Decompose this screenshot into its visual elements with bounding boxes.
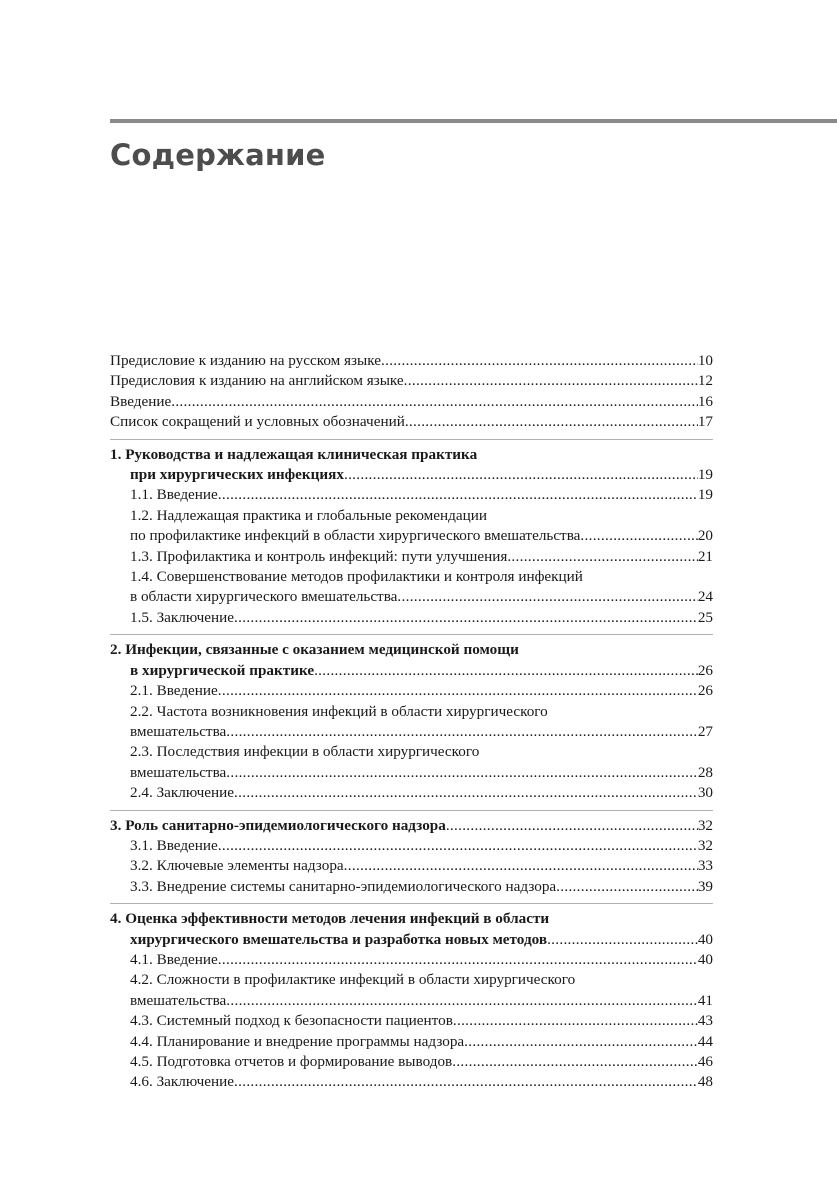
toc-entry-label: 4.6. Заключение: [130, 1073, 235, 1091]
toc-entry[interactable]: [110, 351, 713, 371]
section-divider: [110, 810, 713, 811]
toc-entry-label: в хирургической практике: [130, 661, 315, 679]
toc-entry-label: Введение: [110, 392, 172, 410]
dot-leader: [404, 371, 698, 391]
toc-page-number: 17: [697, 413, 713, 431]
dot-leader: [218, 485, 698, 505]
dot-leader: [314, 661, 698, 681]
toc-page-number: 21: [697, 547, 713, 565]
dot-leader: [381, 351, 698, 371]
toc-page-number: 40: [697, 930, 713, 948]
toc-subentry-continuation[interactable]: [110, 763, 713, 783]
chapter-title[interactable]: [110, 816, 713, 836]
chapter-title[interactable]: 1. Руководства и надлежащая клиническая практика: [110, 445, 478, 463]
toc-entry-label: по профилактике инфекций в области хирургического вмешательства: [130, 527, 581, 545]
toc-page-number: 10: [697, 352, 713, 369]
dot-leader: [452, 1052, 698, 1072]
dot-leader: [453, 1011, 698, 1031]
toc-entry-label: Список сокращений и условных обозначений: [110, 413, 405, 431]
chapter-title-continuation[interactable]: [110, 930, 713, 950]
toc-page-number: 25: [697, 608, 713, 626]
toc-entry-label: 2.1. Введение: [130, 682, 218, 700]
toc-entry-label: 3.2. Ключевые элементы надзора: [130, 857, 344, 875]
toc-entry[interactable]: [110, 412, 713, 432]
chapter-title[interactable]: 4. Оценка эффективности методов лечения инфекций в области: [110, 910, 550, 928]
dot-leader: [464, 1032, 698, 1052]
toc-entry-label: 4.1. Введение: [130, 950, 218, 968]
dot-leader: [226, 991, 698, 1011]
toc-entry-label: 3.1. Введение: [130, 836, 218, 854]
toc-page-number: 40: [697, 950, 713, 968]
toc-page-number: 32: [697, 816, 713, 834]
header-rule: [110, 119, 837, 123]
page-title: Содержание: [110, 138, 326, 172]
dot-leader: [397, 587, 697, 607]
section-divider: [110, 439, 713, 440]
toc-subentry[interactable]: 1.2. Надлежащая практика и глобальные рекомендации: [130, 506, 487, 524]
toc-entry-label: 3.3. Внедрение системы санитарно-эпидемиологического надзора: [130, 877, 557, 895]
toc-subentry[interactable]: 2.3. Последствия инфекции в области хирургического: [130, 743, 480, 761]
dot-leader: [218, 836, 698, 856]
section-divider: [110, 903, 713, 904]
toc-page-number: 26: [697, 661, 713, 679]
toc-subentry[interactable]: [110, 836, 713, 856]
toc-subentry-continuation[interactable]: [110, 991, 713, 1011]
chapter-title-continuation[interactable]: [110, 465, 713, 485]
toc-page-number: 28: [697, 763, 713, 781]
toc-subentry[interactable]: 1.4. Совершенствование методов профилактики и контроля инфекций: [130, 568, 583, 586]
chapter-title[interactable]: 2. Инфекции, связанные с оказанием медицинской помощи: [110, 641, 519, 659]
toc-entry[interactable]: [110, 392, 713, 412]
toc-entry-label: вмешательства: [130, 991, 227, 1009]
toc-page-number: 20: [697, 527, 713, 545]
toc-page-number: 48: [697, 1073, 713, 1091]
toc-page-number: 46: [697, 1053, 713, 1070]
toc-page-number: 19: [697, 466, 713, 484]
toc-page-number: 43: [697, 1012, 713, 1030]
toc-page-number: 30: [697, 784, 713, 802]
dot-leader: [226, 763, 698, 783]
toc-subentry[interactable]: [110, 950, 713, 970]
toc-page-number: 39: [697, 877, 713, 895]
toc-entry-label: 3. Роль санитарно-эпидемиологического надзора: [110, 816, 446, 834]
chapter-title-continuation[interactable]: [110, 661, 713, 681]
toc-entry-label: 1.1. Введение: [130, 486, 218, 504]
toc-entry-label: 1.5. Заключение: [130, 608, 235, 626]
toc-subentry[interactable]: [110, 877, 713, 897]
toc-entry-label: вмешательства: [130, 722, 227, 740]
toc-page-number: 27: [697, 722, 713, 740]
toc-page-number: 26: [697, 682, 713, 700]
dot-leader: [556, 877, 698, 897]
toc-page-number: 16: [697, 392, 713, 410]
dot-leader: [547, 930, 698, 950]
toc-entry-label: 2.4. Заключение: [130, 784, 235, 802]
toc-subentry[interactable]: [110, 1032, 713, 1052]
dot-leader: [218, 681, 698, 701]
toc-subentry[interactable]: [110, 547, 713, 567]
toc-page-number: 33: [697, 857, 713, 875]
toc-subentry-continuation[interactable]: [110, 526, 713, 546]
section-divider: [110, 634, 713, 635]
toc-entry-label: Предисловие к изданию на русском языке: [110, 352, 381, 369]
toc-page-number: 24: [697, 588, 713, 606]
toc-subentry[interactable]: [110, 1072, 713, 1092]
toc-subentry[interactable]: [110, 856, 713, 876]
toc-page-number: 12: [697, 372, 713, 390]
toc-subentry-continuation[interactable]: [110, 722, 713, 742]
toc-subentry[interactable]: [110, 1011, 713, 1031]
toc-subentry[interactable]: [110, 681, 713, 701]
toc-entry-label: Предисловия к изданию на английском языке: [110, 372, 404, 390]
dot-leader: [344, 856, 698, 876]
dot-leader: [234, 608, 698, 628]
toc-subentry[interactable]: [110, 783, 713, 803]
dot-leader: [507, 547, 697, 567]
toc-entry-label: в области хирургического вмешательства: [130, 588, 398, 606]
dot-leader: [218, 950, 698, 970]
dot-leader: [344, 465, 698, 485]
dot-leader: [580, 526, 697, 546]
toc-page-number: 44: [697, 1032, 713, 1050]
toc-subentry[interactable]: [110, 485, 713, 505]
toc-entry-label: 1.3. Профилактика и контроль инфекций: пути улучшения: [130, 547, 508, 565]
toc-entry-label: 4.5. Подготовка отчетов и формирование выводов: [130, 1053, 453, 1070]
toc-entry-label: вмешательства: [130, 763, 227, 781]
toc-entry-label: 4.3. Системный подход к безопасности пациентов: [130, 1012, 453, 1030]
dot-leader: [405, 412, 698, 432]
dot-leader: [234, 1072, 698, 1092]
dot-leader: [446, 816, 698, 836]
toc-entry[interactable]: [110, 371, 713, 391]
toc-subentry[interactable]: [110, 1052, 713, 1072]
toc-entry-label: при хирургических инфекциях: [130, 466, 344, 484]
toc-page-number: 19: [697, 486, 713, 504]
toc-entry-label: 4.4. Планирование и внедрение программы надзора: [130, 1032, 465, 1050]
dot-leader: [226, 722, 698, 742]
toc-subentry[interactable]: 2.2. Частота возникновения инфекций в области хирургического: [130, 702, 548, 720]
toc-page-number: 41: [697, 991, 713, 1009]
toc-entry-label: хирургического вмешательства и разработка новых методов: [130, 930, 548, 948]
toc-page-number: 32: [697, 836, 713, 854]
dot-leader: [234, 783, 698, 803]
table-of-contents: [110, 351, 713, 1093]
toc-subentry[interactable]: 4.2. Сложности в профилактике инфекций в области хирургического: [130, 971, 576, 989]
dot-leader: [171, 392, 698, 412]
toc-subentry[interactable]: [110, 608, 713, 628]
toc-subentry-continuation[interactable]: [110, 587, 713, 607]
